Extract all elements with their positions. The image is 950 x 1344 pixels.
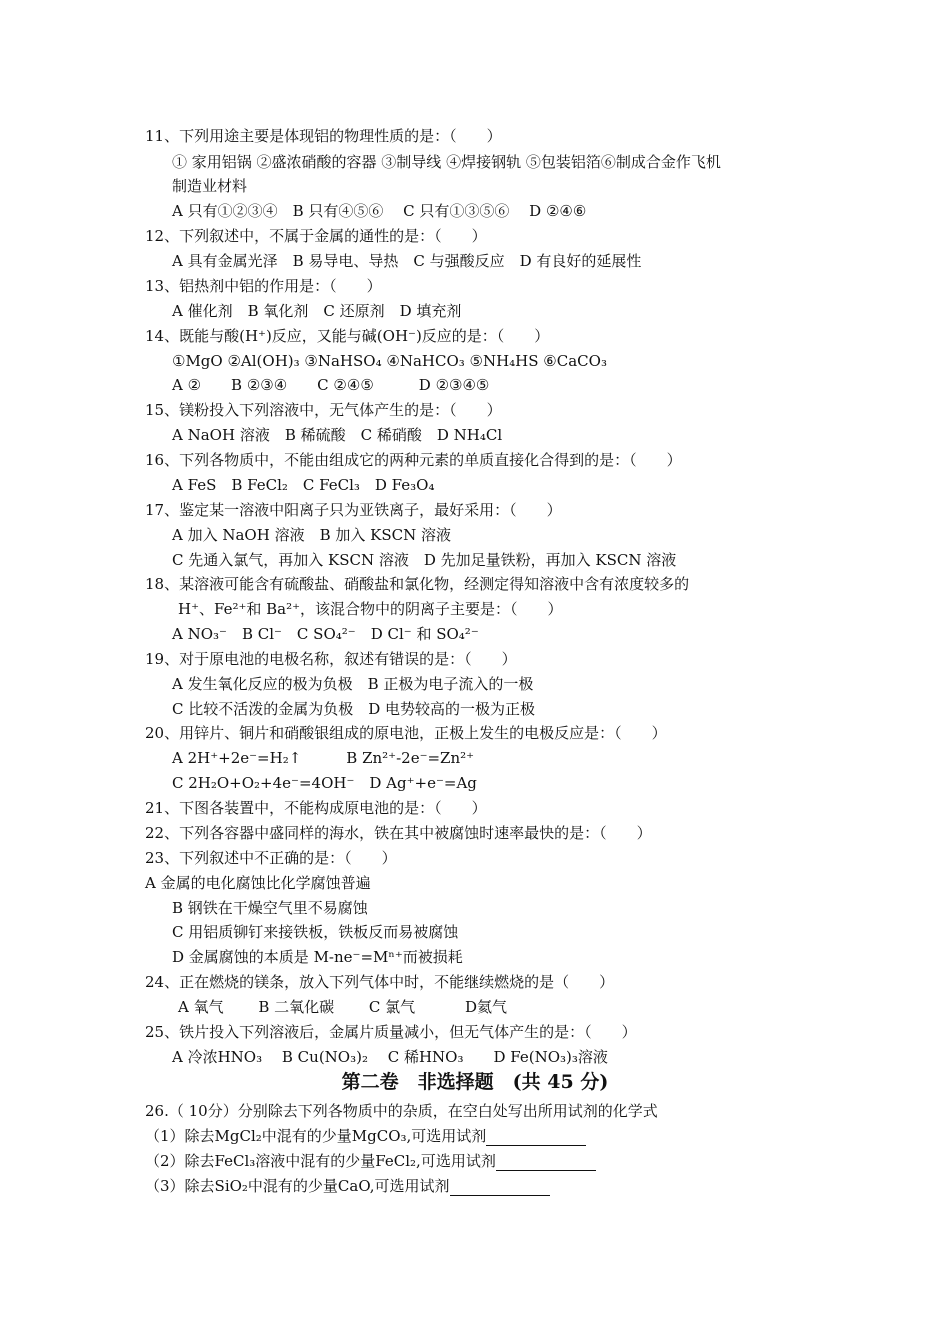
question-12-options: A 具有金属光泽 B 易导电、导热 C 与强酸反应 D 有良好的延展性 [172, 252, 642, 270]
question-20-options-ab: A 2H⁺+2e⁻=H₂↑ B Zn²⁺-2e⁻=Zn²⁺ [172, 749, 475, 767]
section-title: 第二卷 非选择题 (共 45 分) [341, 1071, 609, 1093]
question-23: 23、下列叙述中不正确的是：（ ） [145, 849, 397, 867]
question-17-options-ab: A 加入 NaOH 溶液 B 加入 KSCN 溶液 [172, 526, 451, 544]
question-19-options-ab: A 发生氧化反应的极为负极 B 正极为电子流入的一极 [172, 675, 534, 693]
question-15: 15、镁粉投入下列溶液中，无气体产生的是：（ ） [145, 401, 502, 419]
question-24-options: A 氧气 B 二氧化碳 C 氯气 D氦气 [178, 998, 507, 1016]
question-23-option-c: C 用铝质铆钉来接铁板，铁板反而易被腐蚀 [172, 923, 459, 941]
question-19: 19、对于原电池的电极名称，叙述有错误的是：（ ） [145, 650, 517, 668]
question-19-options-cd: C 比较不活泼的金属为负极 D 电势较高的一极为正极 [172, 700, 536, 718]
question-26: 26.（ 10分）分别除去下列各物质中的杂质，在空白处写出所用试剂的化学式 [145, 1102, 658, 1120]
question-23-option-a: A 金属的电化腐蚀比化学腐蚀普遍 [145, 874, 371, 892]
question-25: 25、铁片投入下列溶液后，金属片质量减小，但无气体产生的是：（ ） [145, 1023, 637, 1041]
question-23-option-b: B 钢铁在干燥空气里不易腐蚀 [172, 899, 368, 917]
question-26-item-1-text: （1）除去MgCl₂中混有的少量MgCO₃,可选用试剂 [145, 1127, 487, 1145]
question-11: 11、下列用途主要是体现铝的物理性质的是：（ ） [145, 127, 502, 145]
question-14: 14、既能与酸(H⁺)反应，又能与碱(OH⁻)反应的是：（ ） [145, 327, 550, 345]
question-23-option-d: D 金属腐蚀的本质是 M-ne⁻=Mⁿ⁺而被损耗 [172, 948, 463, 966]
question-15-options: A NaOH 溶液 B 稀硫酸 C 稀硝酸 D NH₄Cl [172, 426, 503, 444]
question-22: 22、下列各容器中盛同样的海水，铁在其中被腐蚀时速率最快的是：（ ） [145, 824, 652, 842]
question-25-options: A 冷浓HNO₃ B Cu(NO₃)₂ C 稀HNO₃ D Fe(NO₃)₃溶液 [172, 1048, 608, 1066]
question-13-options: A 催化剂 B 氧化剂 C 还原剂 D 填充剂 [172, 302, 462, 320]
question-18-options: A NO₃⁻ B Cl⁻ C SO₄²⁻ D Cl⁻ 和 SO₄²⁻ [172, 625, 479, 643]
question-11-items: ① 家用铝锅 ②盛浓硝酸的容器 ③制导线 ④焊接钢轨 ⑤包装铝箔⑥制成合金作飞机 [172, 153, 721, 171]
question-11-items-cont: 制造业材料 [172, 177, 248, 195]
question-14-options: A ② B ②③④ C ②④⑤ D ②③④⑤ [172, 376, 490, 394]
question-17-options-cd: C 先通入氯气，再加入 KSCN 溶液 D 先加足量铁粉，再加入 KSCN 溶液 [172, 551, 677, 569]
question-16: 16、下列各物质中，不能由组成它的两种元素的单质直接化合得到的是：（ ） [145, 451, 682, 469]
question-26-item-3-text: （3）除去SiO₂中混有的少量CaO,可选用试剂 [145, 1177, 450, 1195]
question-14-items: ①MgO ②Al(OH)₃ ③NaHSO₄ ④NaHCO₃ ⑤NH₄HS ⑥CaCO₃ [172, 352, 607, 370]
question-26-item-2 [145, 1151, 596, 1171]
question-18-cont: H⁺、Fe²⁺和 Ba²⁺，该混合物中的阴离子主要是：（ ） [178, 600, 563, 618]
question-21: 21、下图各装置中，不能构成原电池的是：（ ） [145, 799, 487, 817]
answer-blank-1[interactable] [486, 1130, 586, 1146]
question-26-item-1 [145, 1126, 586, 1146]
question-11-options: A 只有①②③④ B 只有④⑤⑥ C 只有①③⑤⑥ D ②④⑥ [172, 202, 587, 220]
question-16-options: A FeS B FeCl₂ C FeCl₃ D Fe₃O₄ [172, 476, 435, 494]
question-20: 20、用锌片、铜片和硝酸银组成的原电池，正极上发生的电极反应是：（ ） [145, 724, 667, 742]
question-13: 13、铝热剂中铝的作用是：（ ） [145, 277, 382, 295]
answer-blank-3[interactable] [450, 1180, 550, 1196]
question-18: 18、某溶液可能含有硫酸盐、硝酸盐和氯化物，经测定得知溶液中含有浓度较多的 [145, 575, 690, 593]
question-17: 17、鉴定某一溶液中阳离子只为亚铁离子，最好采用：（ ） [145, 501, 562, 519]
question-26-item-2-text: （2）除去FeCl₃溶液中混有的少量FeCl₂,可选用试剂 [145, 1152, 496, 1170]
question-12: 12、下列叙述中，不属于金属的通性的是：（ ） [145, 227, 487, 245]
question-26-item-3 [145, 1176, 550, 1196]
answer-blank-2[interactable] [496, 1155, 596, 1171]
question-24: 24、正在燃烧的镁条，放入下列气体中时，不能继续燃烧的是（ ） [145, 973, 615, 991]
question-20-options-cd: C 2H₂O+O₂+4e⁻=4OH⁻ D Ag⁺+e⁻=Ag [172, 774, 477, 792]
